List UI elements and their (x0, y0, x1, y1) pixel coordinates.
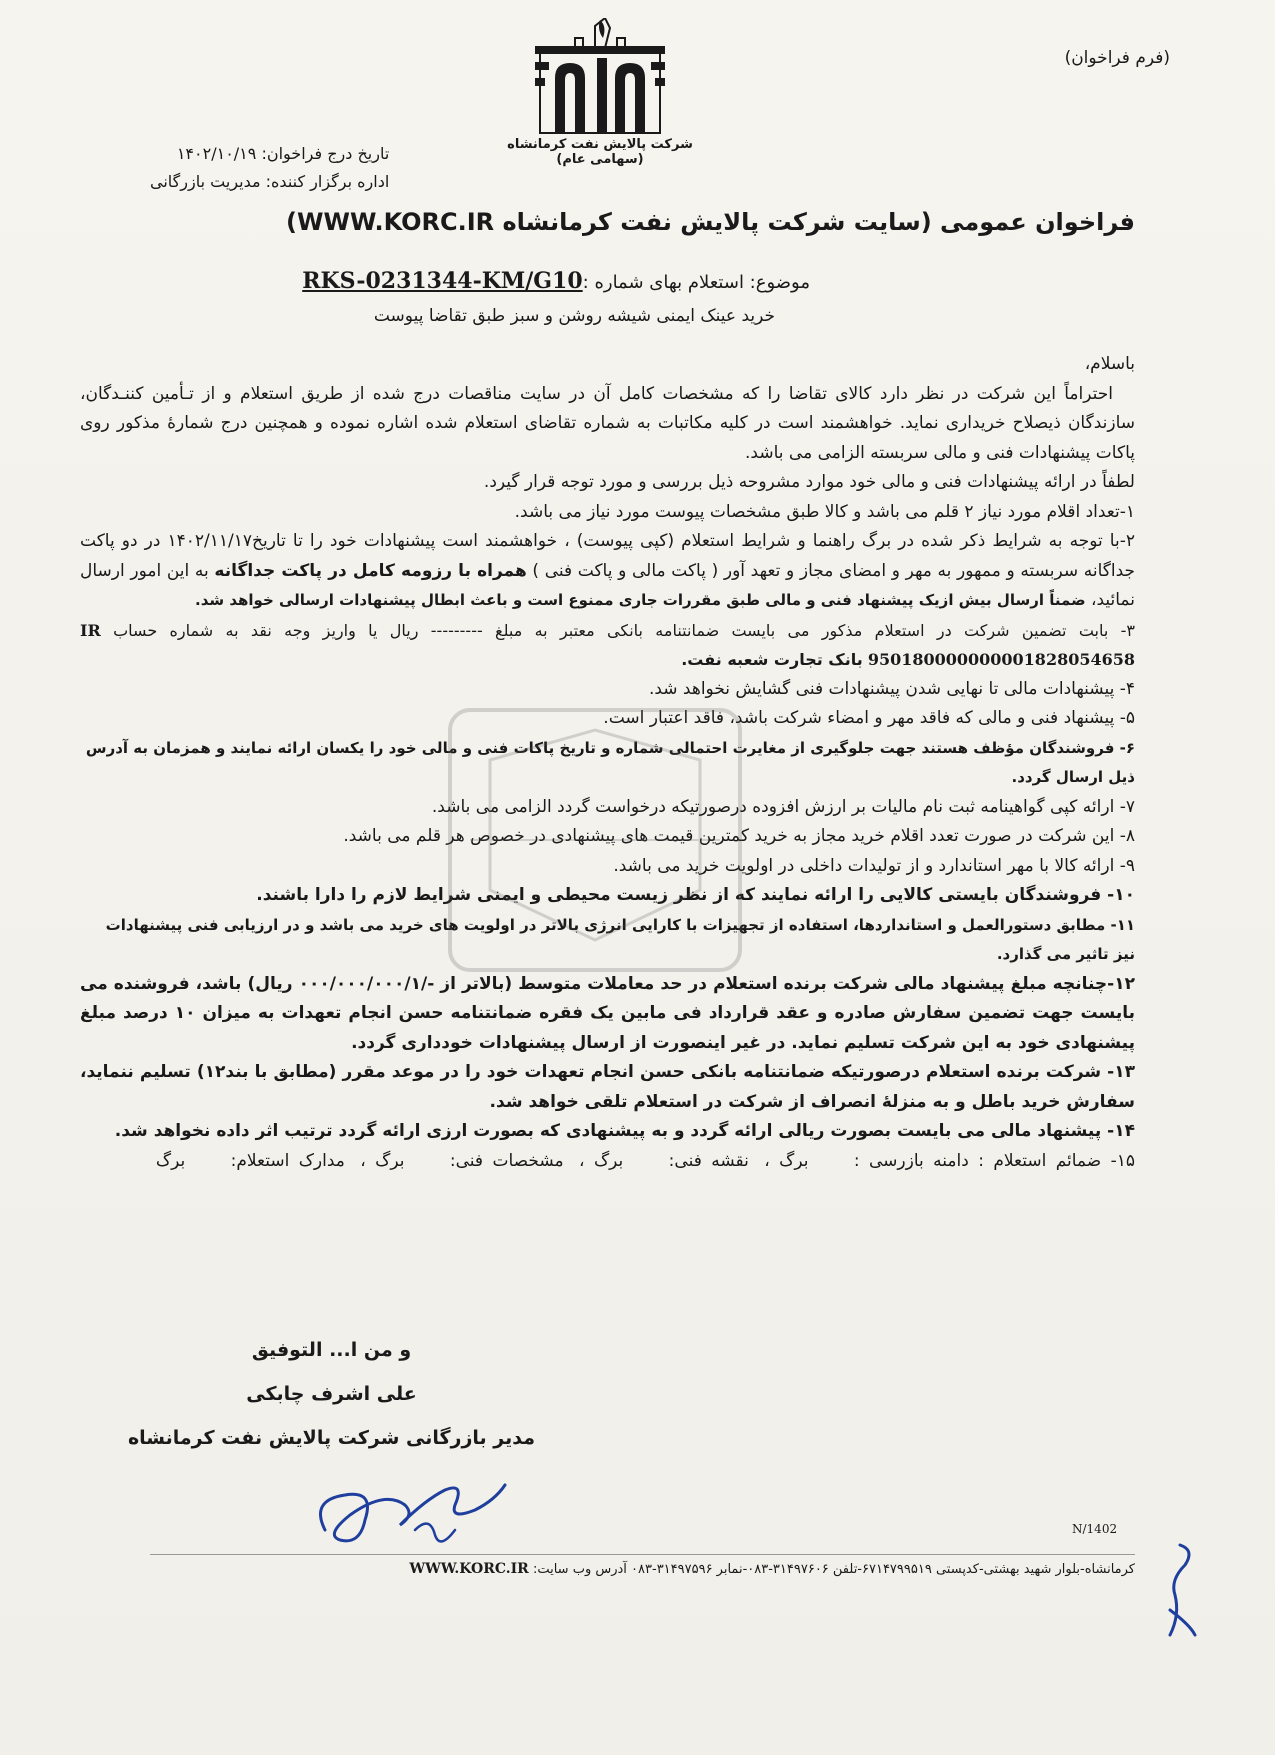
signer-position: مدیر بازرگانی شرکت پالایش نفت کرمانشاه (127, 1427, 535, 1449)
closing-salutation: و من ا... التوفیق (251, 1339, 412, 1361)
intro-paragraph: احتراماً این شرکت در نظر دارد کالای تقاضا را که مشخصات کامل آن در سایت مناقصات درج شده از طریق استعلام و از تـأمین کننـدگان، سازندگان ذیصلاح خریداری نماید. خواهشمند است در کلیه مکاتبات به شماره تقاضای استعلام شده اشاره نموده و همچنین درج شمارهٔ مذکور روی پاکات پیشنهادات فنی و مالی سربسته الزامی می باشد. (80, 383, 1135, 463)
company-logo (535, 18, 665, 138)
document-reference: N/1402 (1072, 1522, 1118, 1536)
item-1: ۱-تعداد اقلام مورد نیاز ۲ قلم می باشد و کالا طبق مشخصات پیوست مورد نیاز می باشد. (514, 501, 1135, 522)
item-3: ۳- بابت تضمین شرکت در استعلام مذکور می بایست ضمانتنامه بانکی معتبر به مبلغ --------- ریال یا واریز وجه نقد به شماره حساب IR 950180000000001828054658 بانک تجارت شعبه نفت. (80, 620, 1135, 669)
item-10: ۱۰- فروشندگان بایستی کالایی را ارائه نمایند که از نظر زیست محیطی و ایمنی شرایط لازم را دارا باشند. (256, 885, 1135, 905)
item-13: ۱۳- شرکت برنده استعلام درصورتیکه ضمانتنامه بانکی حسن انجام تعهدات خود را در موعد مقرر (مطابق با بند۱۲) تسلیم ننماید، سفارش خرید باطل و به منزلهٔ انصراف از شرکت در استعلام تلقی خواهد شد. (80, 1062, 1135, 1112)
item-4: ۴- پیشنهادات مالی تا نهایی شدن پیشنهادات فنی گشایش نخواهد شد. (648, 678, 1135, 699)
watermark-stamp (430, 690, 760, 990)
item-11: ۱۱- مطابق دستورالعمل و استانداردها، استفاده از تجهیزات با کارایی انرژی بالاتر در اولویت های خرید می باشد و در ارزیابی فنی پیشنهادات نیز تاثیر می گذارد. (105, 915, 1135, 963)
organizer: اداره برگزار کننده: مدیریت بازرگانی (150, 172, 390, 191)
company-name: شرکت پالایش نفت کرمانشاه (سهامی عام) (507, 137, 693, 167)
form-label: (فرم فراخوان) (1064, 48, 1170, 68)
item-5: ۵- پیشنهاد فنی و مالی که فاقد مهر و امضاء شرکت باشد، فاقد اعتبار است. (603, 708, 1135, 728)
item-14: ۱۴- پیشنهاد مالی می بایست بصورت ریالی ارائه گردد و به پیشنهادی که بصورت ارزی ارائه گردد ترتیب اثر داده نخواهد شد. (114, 1121, 1135, 1141)
inquiry-code: RKS-0231344-KM/G10 (302, 268, 583, 294)
intro-instruction: لطفاً در ارائه پیشنهادات فنی و مالی خود موارد مشروحه ذیل بررسی و مورد توجه قرار گیرد. (483, 472, 1135, 492)
closing-block (128, 1328, 535, 1460)
footer-website[interactable]: WWW.KORC.IR (409, 1561, 529, 1577)
handwritten-signature (305, 1460, 535, 1555)
footer-address-text: کرمانشاه-بلوار شهید بهشتی-کدپستی ۶۷۱۴۷۹۹۵۱۹-تلفن ۳۱۴۹۷۶۰۶-۰۸۳-نمابر ۳۱۴۹۷۵۹۶-۰۸۳ آدرس وب سایت: (532, 1562, 1135, 1577)
signer-name: علی اشرف چابکی (246, 1383, 417, 1405)
footer-address (150, 1554, 1135, 1577)
item-12: ۱۲-چنانچه مبلغ پیشنهاد مالی شرکت برنده استعلام در حد معاملات متوسط (بالاتر از -/۰۰۰/۰۰۰/۰۰۰/۱ ریال) باشد، فروشنده می بایست جهت تضمین سفارش صادره و عقد قرارداد فی مابین یک فقره ضمانتنامه حسن انجام تعهدات به میزان ۱۰ درصد مبلغ پیشنهادی خود به این شرکت تسلیم نماید. در غیر اینصورت از ارسال پیشنهادات خودداری گردد. (80, 973, 1135, 1053)
header-info (150, 140, 389, 196)
subject-label: موضوع: استعلام بهای شماره : (582, 272, 810, 293)
item-7: ۷- ارائه کپی گواهینامه ثبت نام مالیات بر ارزش افزوده درصورتیکه درخواست گردد الزامی می باشد. (431, 796, 1135, 817)
handwritten-mark (1150, 1535, 1210, 1645)
greeting: باسلام، (1084, 354, 1135, 374)
item-6: ۶- فروشندگان مؤظف هستند جهت جلوگیری از مغایرت احتمالی شماره و تاریخ پاکات فنی و مالی خود را یکسان ارائه نمایند و همزمان به آدرس ذیل ارسال گردد. (85, 738, 1135, 786)
subject-description: خرید عینک ایمنی شیشه روشن و سبز طبق تقاضا پیوست (373, 306, 775, 326)
subject-line (302, 268, 810, 294)
item-8: ۸- این شرکت در صورت تعدد اقلام خرید مجاز به خرید کمترین قیمت های پیشنهادی در خصوص هر قلم می باشد. (343, 826, 1135, 846)
announcement-date: تاریخ درج فراخوان: ۱۴۰۲/۱۰/۱۹ (176, 144, 390, 163)
item-2: ۲-با توجه به شرایط ذکر شده در برگ راهنما و شرایط استعلام (کپی پیوست) ، خواهشمند است پیشنهادات خود را تا تاریخ۱۴۰۲/۱۱/۱۷ در دو پاکت جداگانه سربسته و ممهور به مهر و امضای مجاز و تعهد آور ( پاکت مالی و پاکت فنی ) همراه با رزومه کامل در پاکت جداگانه به این امور ارسال نمائید، ضمناً ارسال بیش ازیک پیشنهاد فنی و مالی طبق مقررات جاری ممنوع است و باعث ابطال پیشنهادات ارسالی خواهد شد. (80, 531, 1136, 610)
page-title: فراخوان عمومی (سایت شرکت پالایش نفت کرمانشاه WWW.KORC.IR) (286, 208, 1135, 236)
item-15: ۱۵- ضمائم استعلام : دامنه بازرسی : برگ ، نقشه فنی: برگ ، مشخصات فنی: برگ ، مدارک استعلام: برگ (155, 1150, 1135, 1171)
item-9: ۹- ارائه کالا با مهر استاندارد و از تولیدات داخلی در اولویت خرید می باشد. (613, 855, 1135, 876)
